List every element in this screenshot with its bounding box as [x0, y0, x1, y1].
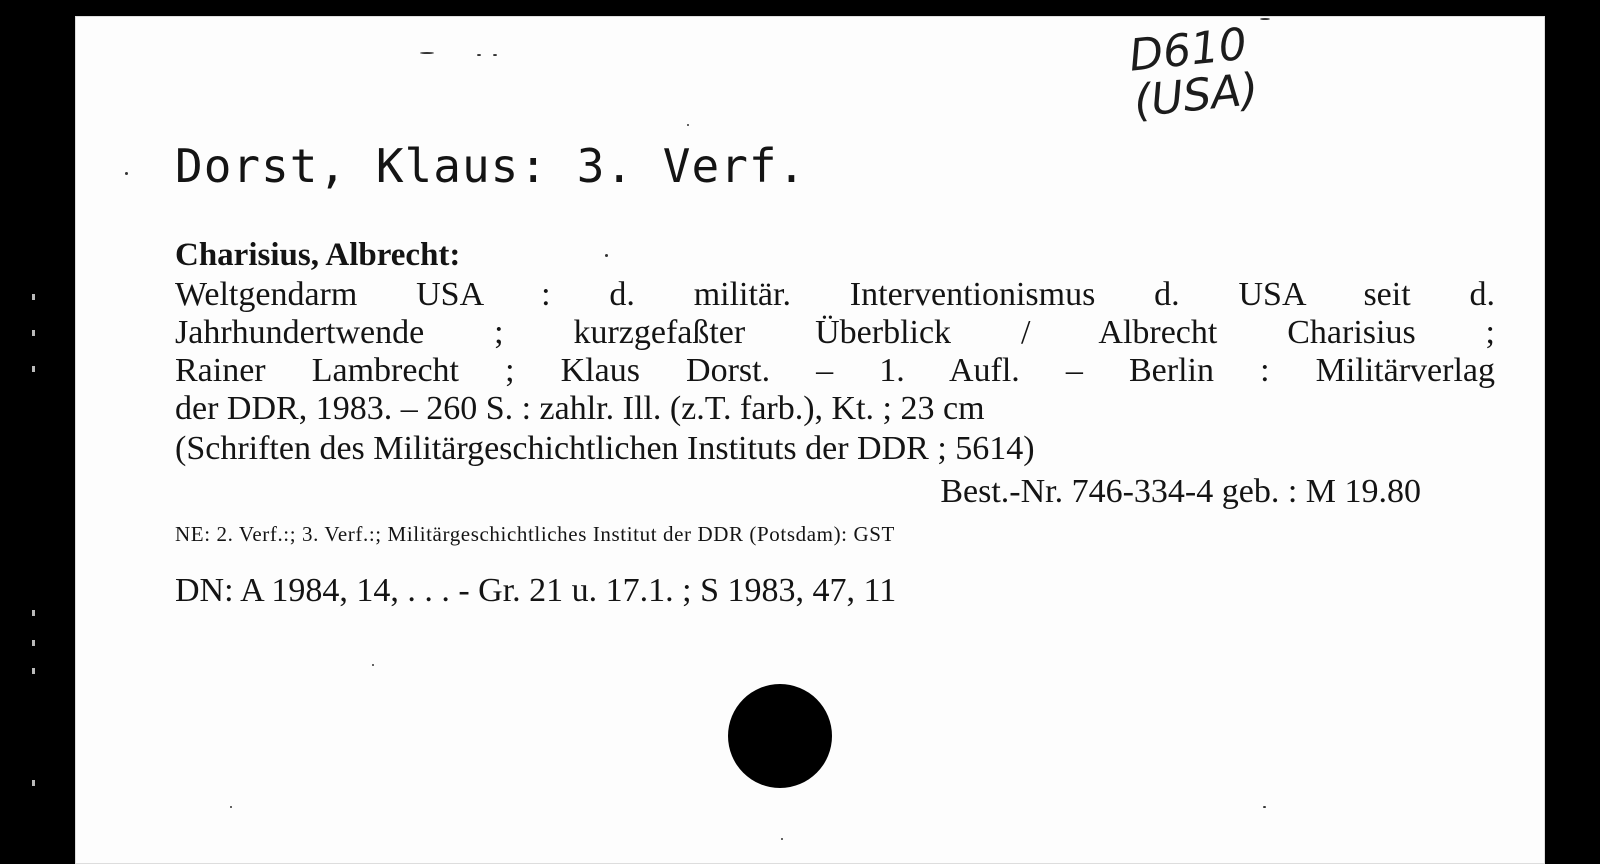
- scan-edge-mark: [32, 330, 35, 336]
- bibliography-reference-line: DN: A 1984, 14, . . . - Gr. 21 u. 17.1. ; S 1983, 47, 11: [175, 572, 897, 609]
- dust-speck: [372, 664, 374, 666]
- dust-speck: [230, 806, 232, 808]
- scan-edge-mark: [32, 294, 35, 300]
- scan-edge-mark: [32, 668, 35, 674]
- dust-speck: [493, 54, 497, 56]
- description-line-3: Rainer Lambrecht ; Klaus Dorst. – 1. Aufl. – Berlin : Militärverlag: [175, 352, 1495, 389]
- order-number: Best.-Nr. 746-334-4 geb. : M 19.80: [940, 473, 1421, 510]
- description-line-1: Weltgendarm USA : d. militär. Interventionismus d. USA seit d.: [175, 276, 1495, 313]
- card-heading: Dorst, Klaus: 3. Verf.: [175, 139, 807, 193]
- punch-hole: [728, 684, 832, 788]
- series-line: (Schriften des Militärgeschichtlichen Instituts der DDR ; 5614): [175, 430, 1035, 467]
- description-line-2: Jahrhundertwende ; kurzgefaßter Überblick / Albrecht Charisius ;: [175, 314, 1495, 351]
- dust-speck: [477, 54, 481, 56]
- dust-speck: [1263, 806, 1266, 808]
- handwritten-shelf-mark: [1126, 18, 1261, 128]
- dust-speck: [420, 52, 434, 54]
- scan-edge-mark: [32, 610, 35, 616]
- added-entries-line: NE: 2. Verf.:; 3. Verf.:; Militärgeschichtliches Institut der DDR (Potsdam): GST: [175, 522, 895, 546]
- dust-speck: [687, 124, 689, 126]
- handwritten-shelf-mark-line-2: (USA): [1131, 63, 1261, 128]
- scan-edge-mark: [32, 366, 35, 372]
- dust-speck: [125, 172, 128, 175]
- scan-edge-mark: [32, 780, 35, 786]
- dust-speck: [1260, 18, 1270, 20]
- handwritten-shelf-mark-line-1: D610: [1126, 18, 1250, 82]
- description-line-4: der DDR, 1983. – 260 S. : zahlr. Ill. (z.T. farb.), Kt. ; 23 cm: [175, 390, 985, 427]
- dust-speck: [781, 838, 783, 840]
- scan-edge-mark: [32, 640, 35, 646]
- catalog-card: [75, 16, 1545, 864]
- dust-speck: [605, 254, 608, 257]
- author-name: Charisius, Albrecht:: [175, 237, 461, 273]
